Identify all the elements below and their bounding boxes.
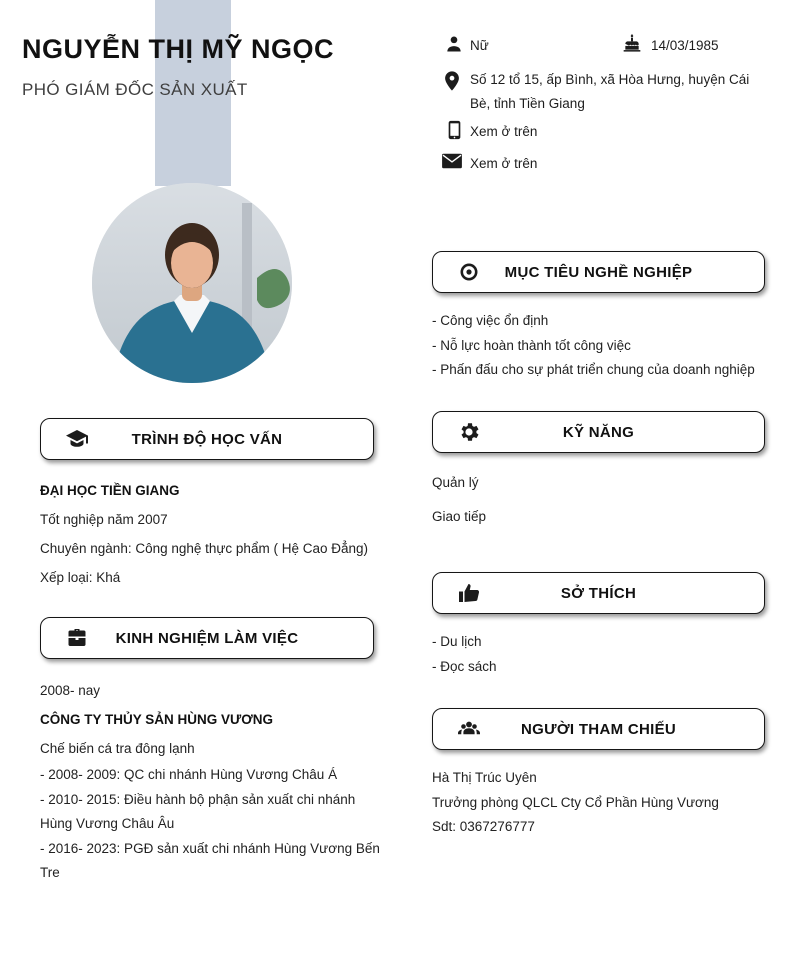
phone-note: Xem ở trên bbox=[470, 124, 538, 139]
reference-line: Sdt: 0367276777 bbox=[432, 819, 535, 834]
location-pin-icon bbox=[441, 70, 463, 92]
education-line: Tốt nghiệp năm 2007 bbox=[40, 512, 168, 527]
section-header-references bbox=[432, 708, 765, 750]
experience-company: CÔNG TY THỦY SẢN HÙNG VƯƠNG bbox=[40, 712, 273, 727]
experience-item: - 2010- 2015: Điều hành bộ phận sản xuất chi nhánh Hùng Vương Châu Âu bbox=[40, 791, 356, 831]
profile-photo-illustration bbox=[92, 183, 292, 383]
candidate-job-title: PHÓ GIÁM ĐỐC SẢN XUẤT bbox=[22, 80, 248, 99]
gender-value: Nữ bbox=[470, 38, 489, 53]
candidate-name: NGUYỄN THỊ MỸ NGỌC bbox=[22, 34, 335, 64]
briefcase-icon bbox=[65, 626, 89, 650]
experience-period: 2008- nay bbox=[40, 683, 101, 698]
section-title: KỸ NĂNG bbox=[562, 423, 635, 441]
section-title: SỞ THÍCH bbox=[560, 584, 637, 602]
address-value: Số 12 tổ 15, ấp Bình, xã Hòa Hưng, huyện Cái Bè, tỉnh Tiền Giang bbox=[470, 72, 750, 111]
reference-line: Trưởng phòng QLCL Cty Cổ Phần Hùng Vương bbox=[432, 794, 719, 810]
section-header-objective bbox=[432, 251, 765, 293]
experience-item: - 2016- 2023: PGĐ sản xuất chi nhánh Hùng Vương Bến Tre bbox=[40, 840, 380, 880]
target-icon bbox=[457, 260, 481, 284]
experience-summary: Chế biến cá tra đông lạnh bbox=[40, 741, 195, 756]
profile-photo bbox=[92, 183, 292, 383]
objective-item: - Nỗ lực hoàn thành tốt công việc bbox=[432, 337, 631, 353]
person-icon bbox=[444, 34, 464, 54]
hobby-item: - Du lịch bbox=[432, 634, 482, 649]
skills-list bbox=[432, 466, 772, 534]
experience-content bbox=[40, 676, 385, 886]
birthday-value: 14/03/1985 bbox=[651, 38, 719, 53]
envelope-icon bbox=[441, 152, 463, 170]
experience-item: - 2008- 2009: QC chi nhánh Hùng Vương Châu Á bbox=[40, 767, 338, 782]
references-content bbox=[432, 766, 772, 840]
reference-line: Hà Thị Trúc Uyên bbox=[432, 770, 537, 785]
education-school: ĐẠI HỌC TIỀN GIANG bbox=[40, 483, 180, 498]
section-title: MỤC TIÊU NGHỀ NGHIỆP bbox=[504, 263, 693, 281]
section-title: NGƯỜI THAM CHIẾU bbox=[520, 720, 677, 738]
graduation-cap-icon bbox=[65, 427, 89, 451]
section-title: TRÌNH ĐỘ HỌC VẤN bbox=[131, 430, 283, 448]
education-line: Chuyên ngành: Công nghệ thực phẩm ( Hệ Cao Đẳng) bbox=[40, 541, 368, 556]
objective-item: - Phấn đấu cho sự phát triển chung của doanh nghiệp bbox=[432, 362, 755, 377]
thumbs-up-icon bbox=[457, 581, 481, 605]
section-header-education bbox=[40, 418, 374, 460]
education-content bbox=[40, 476, 385, 592]
skill-item: Quản lý bbox=[432, 475, 479, 490]
people-group-icon bbox=[457, 717, 481, 741]
section-header-skills bbox=[432, 411, 765, 453]
smartphone-icon bbox=[446, 120, 463, 140]
email-note: Xem ở trên bbox=[470, 156, 538, 171]
section-title: KINH NGHIỆM LÀM VIỆC bbox=[115, 629, 299, 647]
hobby-item: - Đọc sách bbox=[432, 658, 497, 674]
section-header-experience bbox=[40, 617, 374, 659]
gear-icon bbox=[457, 420, 481, 444]
hobbies-list bbox=[432, 630, 772, 679]
education-line: Xếp loại: Khá bbox=[40, 570, 121, 585]
skill-item: Giao tiếp bbox=[432, 509, 487, 524]
objective-list bbox=[432, 309, 772, 383]
objective-item: - Công việc ổn định bbox=[432, 313, 549, 328]
section-header-hobbies bbox=[432, 572, 765, 614]
cake-icon bbox=[622, 33, 642, 53]
